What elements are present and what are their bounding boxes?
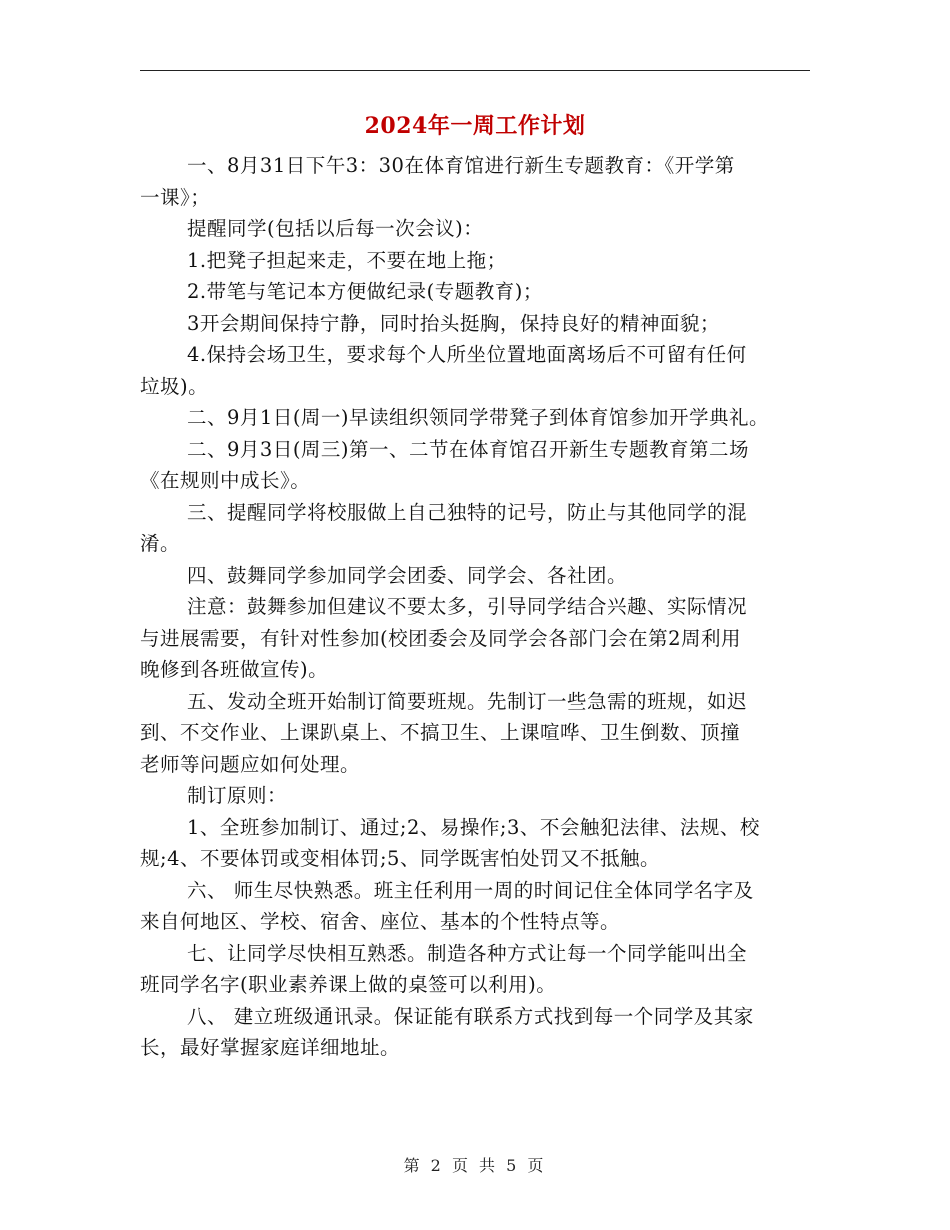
paragraph — [140, 686, 810, 781]
paragraph-line: 长，最好掌握家庭详细地址。 — [140, 1036, 401, 1059]
paragraph-line: 二、9月1日(周一)早读组织领同学带凳子到体育馆参加开学典礼。 — [187, 406, 770, 429]
paragraph-line: 一课》； — [140, 185, 211, 209]
paragraph-line: 二、9月3日(周三)第一、二节在体育馆召开新生专题教育第二场 — [187, 437, 750, 461]
paragraph-line: 2.带笔与笔记本方便做纪录(专题教育)； — [187, 280, 543, 303]
paragraph — [140, 591, 810, 686]
paragraph-line: 注意：鼓舞参加但建议不要太多，引导同学结合兴趣、实际情况 — [187, 595, 748, 618]
paragraph-line: 垃圾)。 — [140, 374, 209, 398]
paragraph-line: 来自何地区、学校、宿舍、座位、基本的个性特点等。 — [140, 910, 621, 933]
paragraph-line: 1.把凳子担起来走，不要在地上拖； — [187, 248, 507, 272]
paragraph-line: 七、让同学尽快相互熟悉。制造各种方式让每一个同学能叫出全 — [187, 941, 748, 965]
paragraph — [140, 434, 810, 497]
paragraph-line: 3开会期间保持宁静，同时抬头挺胸，保持良好的精神面貌； — [187, 311, 720, 335]
page-number: 第 2 页 共 5 页 — [403, 1156, 547, 1175]
paragraph — [140, 780, 810, 812]
paragraph-line: 老师等问题应如何处理。 — [140, 752, 361, 776]
paragraph-line: 六、 师生尽快熟悉。班主任利用一周的时间记住全体同学名字及 — [187, 878, 754, 902]
paragraph-line: 规;4、不要体罚或变相体罚;5、同学既害怕处罚又不抵触。 — [140, 847, 660, 870]
document-title: 2024年一周工作计划 — [364, 113, 586, 139]
paragraph — [140, 402, 810, 434]
paragraph-line: 五、发动全班开始制订简要班规。先制订一些急需的班规，如迟 — [187, 689, 748, 713]
paragraph-line: 班同学名字(职业素养课上做的桌签可以利用)。 — [140, 973, 557, 996]
document-body — [140, 150, 810, 1064]
paragraph — [140, 308, 810, 340]
paragraph-line: 三、提醒同学将校服做上自己独特的记号，防止与其他同学的混 — [187, 500, 748, 524]
paragraph — [140, 938, 810, 1001]
paragraph-line: 4.保持会场卫生，要求每个人所坐位置地面离场后不可留有任何 — [187, 343, 747, 366]
paragraph-line: 1、全班参加制订、通过;2、易操作;3、不会触犯法律、法规、校 — [187, 815, 760, 839]
paragraph — [140, 150, 810, 213]
paragraph-line: 《在规则中成长》。 — [140, 469, 311, 492]
paragraph — [140, 213, 810, 245]
paragraph — [140, 245, 810, 277]
paragraph-line: 一、8月31日下午3：30在体育馆进行新生专题教育：《开学第 — [187, 154, 735, 177]
paragraph — [140, 497, 810, 560]
paragraph-line: 提醒同学(包括以后每一次会议)： — [187, 217, 484, 240]
paragraph-line: 到、不交作业、上课趴桌上、不搞卫生、上课喧哗、卫生倒数、顶撞 — [140, 721, 741, 744]
paragraph-line: 制订原则： — [187, 784, 288, 807]
header-rule — [140, 70, 810, 71]
paragraph-line: 与进展需要，有针对性参加(校团委会及同学会各部门会在第2周利用 — [140, 626, 742, 650]
paragraph — [140, 1001, 810, 1064]
paragraph — [140, 560, 810, 592]
paragraph — [140, 812, 810, 875]
paragraph-line: 晚修到各班做宣传)。 — [140, 658, 329, 681]
paragraph-line: 八、 建立班级通讯录。保证能有联系方式找到每一个同学及其家 — [187, 1004, 754, 1028]
paragraph-line: 淆。 — [140, 532, 181, 555]
paragraph — [140, 875, 810, 938]
paragraph-line: 四、鼓舞同学参加同学会团委、同学会、各社团。 — [187, 563, 628, 587]
paragraph — [140, 339, 810, 402]
paragraph — [140, 276, 810, 308]
